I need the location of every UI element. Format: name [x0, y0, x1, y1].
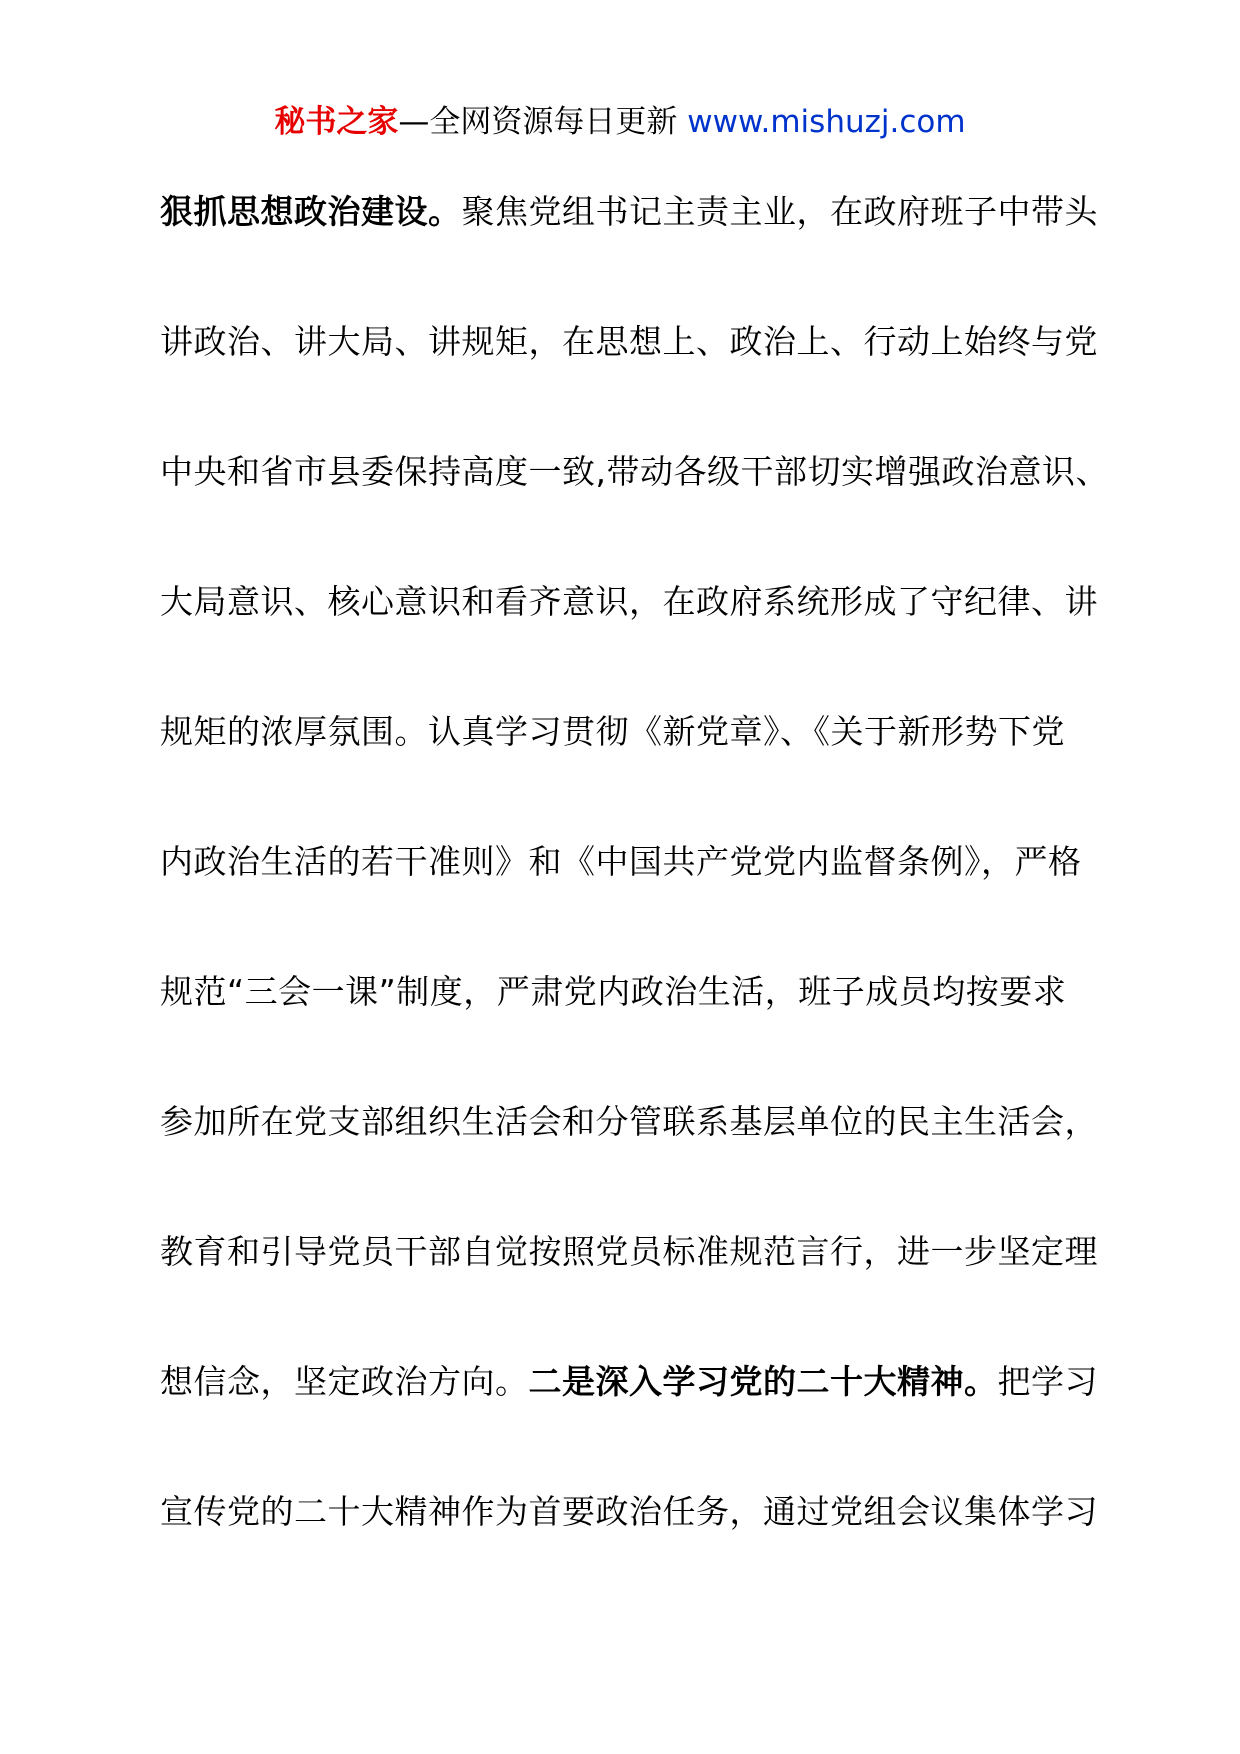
- line-text: 规矩的浓厚氛围。认真学习贯彻《新党章》、《关于新形势下党: [160, 712, 1065, 751]
- line-text: 中央和省市县委保持高度一致,带动各级干部切实增强政治意识、: [160, 452, 1109, 491]
- text-line-8: [160, 1100, 1100, 1230]
- line-text: 宣传党的二十大精神作为首要政治任务，通过党组会议集体学习: [160, 1492, 1098, 1531]
- bold-heading: 二是深入学习党的二十大精神。: [528, 1362, 998, 1401]
- text-line-3: [160, 450, 1109, 580]
- text-line-6: [160, 840, 1100, 970]
- brand-name: 秘书之家: [274, 104, 399, 140]
- header-tagline: —全网资源每日更新: [398, 104, 688, 140]
- text-line-7: [160, 970, 1100, 1100]
- line-text: 参加所在党支部组织生活会和分管联系基层单位的民主生活会，: [160, 1102, 1098, 1141]
- line-text-tail: 把学习: [997, 1362, 1098, 1401]
- text-line-4: [160, 580, 1100, 710]
- text-line-5: [160, 710, 1100, 840]
- line-text: 教育和引导党员干部自觉按照党员标准规范言行，进一步坚定理: [160, 1232, 1098, 1271]
- line-text: 大局意识、核心意识和看齐意识，在政府系统形成了守纪律、讲: [160, 582, 1098, 621]
- text-line-1: [160, 190, 1100, 320]
- line-text: 想信念，坚定政治方向。: [160, 1362, 529, 1401]
- text-line-2: [160, 320, 1100, 450]
- text-line-9: [160, 1230, 1100, 1360]
- page-header: [0, 100, 1240, 144]
- website-url[interactable]: www.mishuzj.com: [687, 104, 966, 140]
- bold-heading: 狠抓思想政治建设。: [160, 192, 462, 231]
- line-text: 内政治生活的若干准则》和《中国共产党党内监督条例》，严格: [160, 842, 1082, 881]
- text-line-11: [160, 1490, 1100, 1620]
- line-text: 聚焦党组书记主责主业，在政府班子中带头: [461, 192, 1098, 231]
- text-line-10: [160, 1360, 1100, 1490]
- line-text: 规范“三会一课”制度，严肃党内政治生活，班子成员均按要求: [160, 972, 1067, 1011]
- document-body: [160, 190, 1109, 1620]
- line-text: 讲政治、讲大局、讲规矩，在思想上、政治上、行动上始终与党: [160, 322, 1098, 361]
